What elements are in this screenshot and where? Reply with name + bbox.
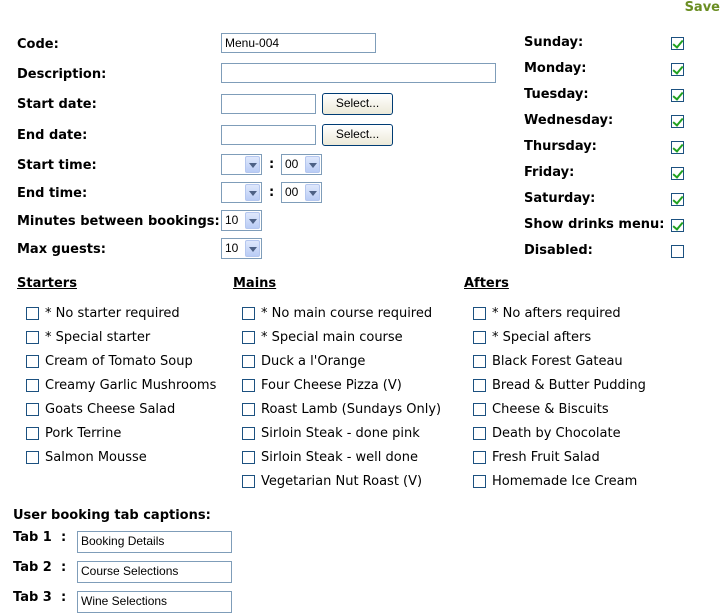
- course-item-checkbox[interactable]: [242, 331, 255, 344]
- course-item-checkbox[interactable]: [26, 403, 39, 416]
- tab-caption-input[interactable]: Booking Details: [77, 531, 232, 553]
- course-item-label: Homemade Ice Cream: [492, 474, 638, 489]
- course-header: Afters: [464, 276, 509, 291]
- course-item-checkbox[interactable]: [242, 355, 255, 368]
- tab-caption-label: Tab 1: [13, 530, 52, 545]
- course-item-label: * No main course required: [261, 306, 433, 321]
- course-item-checkbox[interactable]: [473, 331, 486, 344]
- chevron-down-icon[interactable]: [305, 156, 320, 173]
- course-item-checkbox[interactable]: [26, 451, 39, 464]
- save-link[interactable]: Save: [684, 0, 720, 15]
- course-item-checkbox[interactable]: [26, 379, 39, 392]
- day-checkbox[interactable]: [671, 115, 684, 128]
- end-date-select-button[interactable]: Select...: [322, 124, 393, 146]
- end-minute-value: 00: [285, 185, 299, 199]
- course-item-checkbox[interactable]: [473, 427, 486, 440]
- day-checkbox[interactable]: [671, 141, 684, 154]
- tab-caption-separator: :: [61, 590, 67, 605]
- day-checkbox[interactable]: [671, 219, 684, 232]
- tab-caption-label: Tab 2: [13, 560, 52, 575]
- course-item-checkbox[interactable]: [473, 475, 486, 488]
- course-item-checkbox[interactable]: [473, 307, 486, 320]
- start-date-select-button[interactable]: Select...: [322, 93, 393, 115]
- course-item-label: Fresh Fruit Salad: [492, 450, 600, 465]
- tab-caption-label: Tab 3: [13, 590, 52, 605]
- course-item-label: Four Cheese Pizza (V): [261, 378, 402, 393]
- start-minute-value: 00: [285, 157, 299, 171]
- start-minute-select[interactable]: [281, 154, 322, 175]
- course-item-label: Sirloin Steak - done pink: [261, 426, 420, 441]
- course-item-checkbox[interactable]: [242, 451, 255, 464]
- day-label: Friday:: [524, 165, 575, 180]
- end-hour-select[interactable]: [221, 182, 262, 203]
- chevron-down-icon[interactable]: [305, 184, 320, 201]
- course-item-checkbox[interactable]: [473, 451, 486, 464]
- course-item-label: * No afters required: [492, 306, 621, 321]
- course-item-checkbox[interactable]: [242, 403, 255, 416]
- day-label: Sunday:: [524, 35, 584, 50]
- day-checkbox[interactable]: [671, 167, 684, 180]
- description-label: Description:: [17, 67, 107, 82]
- course-item-label: * Special starter: [45, 330, 151, 345]
- course-item-label: Cheese & Biscuits: [492, 402, 609, 417]
- chevron-down-icon[interactable]: [245, 156, 260, 173]
- course-item-checkbox[interactable]: [26, 307, 39, 320]
- course-item-label: Roast Lamb (Sundays Only): [261, 402, 442, 417]
- start-date-input[interactable]: [221, 94, 316, 114]
- day-label: Saturday:: [524, 191, 596, 206]
- course-item-checkbox[interactable]: [26, 331, 39, 344]
- tab-caption-separator: :: [61, 560, 67, 575]
- start-date-label: Start date:: [17, 97, 97, 112]
- course-item-checkbox[interactable]: [473, 403, 486, 416]
- day-label: Thursday:: [524, 139, 597, 154]
- minutes-between-value: 10: [225, 213, 239, 227]
- day-label: Wednesday:: [524, 113, 614, 128]
- course-item-label: Death by Chocolate: [492, 426, 621, 441]
- end-date-input[interactable]: [221, 125, 316, 145]
- time-separator: :: [269, 157, 275, 172]
- day-label: Monday:: [524, 61, 587, 76]
- course-item-label: * Special afters: [492, 330, 592, 345]
- course-item-label: Pork Terrine: [45, 426, 122, 441]
- code-input[interactable]: Menu-004: [221, 33, 376, 53]
- day-checkbox[interactable]: [671, 193, 684, 206]
- course-item-label: * Special main course: [261, 330, 403, 345]
- tab-caption-input[interactable]: Course Selections: [77, 561, 232, 583]
- course-item-label: Black Forest Gateau: [492, 354, 623, 369]
- course-item-label: Cream of Tomato Soup: [45, 354, 193, 369]
- course-item-label: Goats Cheese Salad: [45, 402, 176, 417]
- course-item-checkbox[interactable]: [242, 307, 255, 320]
- course-header: Starters: [17, 276, 77, 291]
- end-date-label: End date:: [17, 128, 88, 143]
- start-time-label: Start time:: [17, 158, 97, 173]
- course-item-checkbox[interactable]: [26, 355, 39, 368]
- day-checkbox[interactable]: [671, 89, 684, 102]
- course-item-checkbox[interactable]: [242, 427, 255, 440]
- day-checkbox[interactable]: [671, 37, 684, 50]
- tab-caption-input[interactable]: Wine Selections: [77, 591, 232, 613]
- course-item-label: * No starter required: [45, 306, 180, 321]
- course-header: Mains: [233, 276, 277, 291]
- code-label: Code:: [17, 37, 59, 52]
- course-item-label: Bread & Butter Pudding: [492, 378, 646, 393]
- course-item-label: Vegetarian Nut Roast (V): [261, 474, 423, 489]
- course-item-checkbox[interactable]: [26, 427, 39, 440]
- start-hour-select[interactable]: [221, 154, 262, 175]
- day-label: Disabled:: [524, 243, 593, 258]
- chevron-down-icon[interactable]: [245, 212, 260, 229]
- tab-caption-separator: :: [61, 530, 67, 545]
- max-guests-value: 10: [225, 241, 239, 255]
- day-label: Show drinks menu:: [524, 217, 665, 232]
- end-minute-select[interactable]: [281, 182, 322, 203]
- course-item-label: Creamy Garlic Mushrooms: [45, 378, 217, 393]
- course-item-checkbox[interactable]: [473, 355, 486, 368]
- max-guests-label: Max guests:: [17, 242, 106, 257]
- chevron-down-icon[interactable]: [245, 184, 260, 201]
- end-time-label: End time:: [17, 186, 88, 201]
- course-item-label: Salmon Mousse: [45, 450, 147, 465]
- time-separator: :: [269, 185, 275, 200]
- course-item-checkbox[interactable]: [242, 379, 255, 392]
- description-input[interactable]: [221, 63, 496, 83]
- chevron-down-icon[interactable]: [245, 240, 260, 257]
- course-item-label: Sirloin Steak - well done: [261, 450, 418, 465]
- course-item-label: Duck a l'Orange: [261, 354, 366, 369]
- day-checkbox[interactable]: [671, 245, 684, 258]
- minutes-between-select[interactable]: [221, 210, 262, 231]
- day-checkbox[interactable]: [671, 63, 684, 76]
- course-item-checkbox[interactable]: [473, 379, 486, 392]
- day-label: Tuesday:: [524, 87, 589, 102]
- max-guests-select[interactable]: [221, 238, 262, 259]
- course-item-checkbox[interactable]: [242, 475, 255, 488]
- captions-title: User booking tab captions:: [13, 508, 211, 523]
- minutes-between-label: Minutes between bookings:: [17, 214, 220, 229]
